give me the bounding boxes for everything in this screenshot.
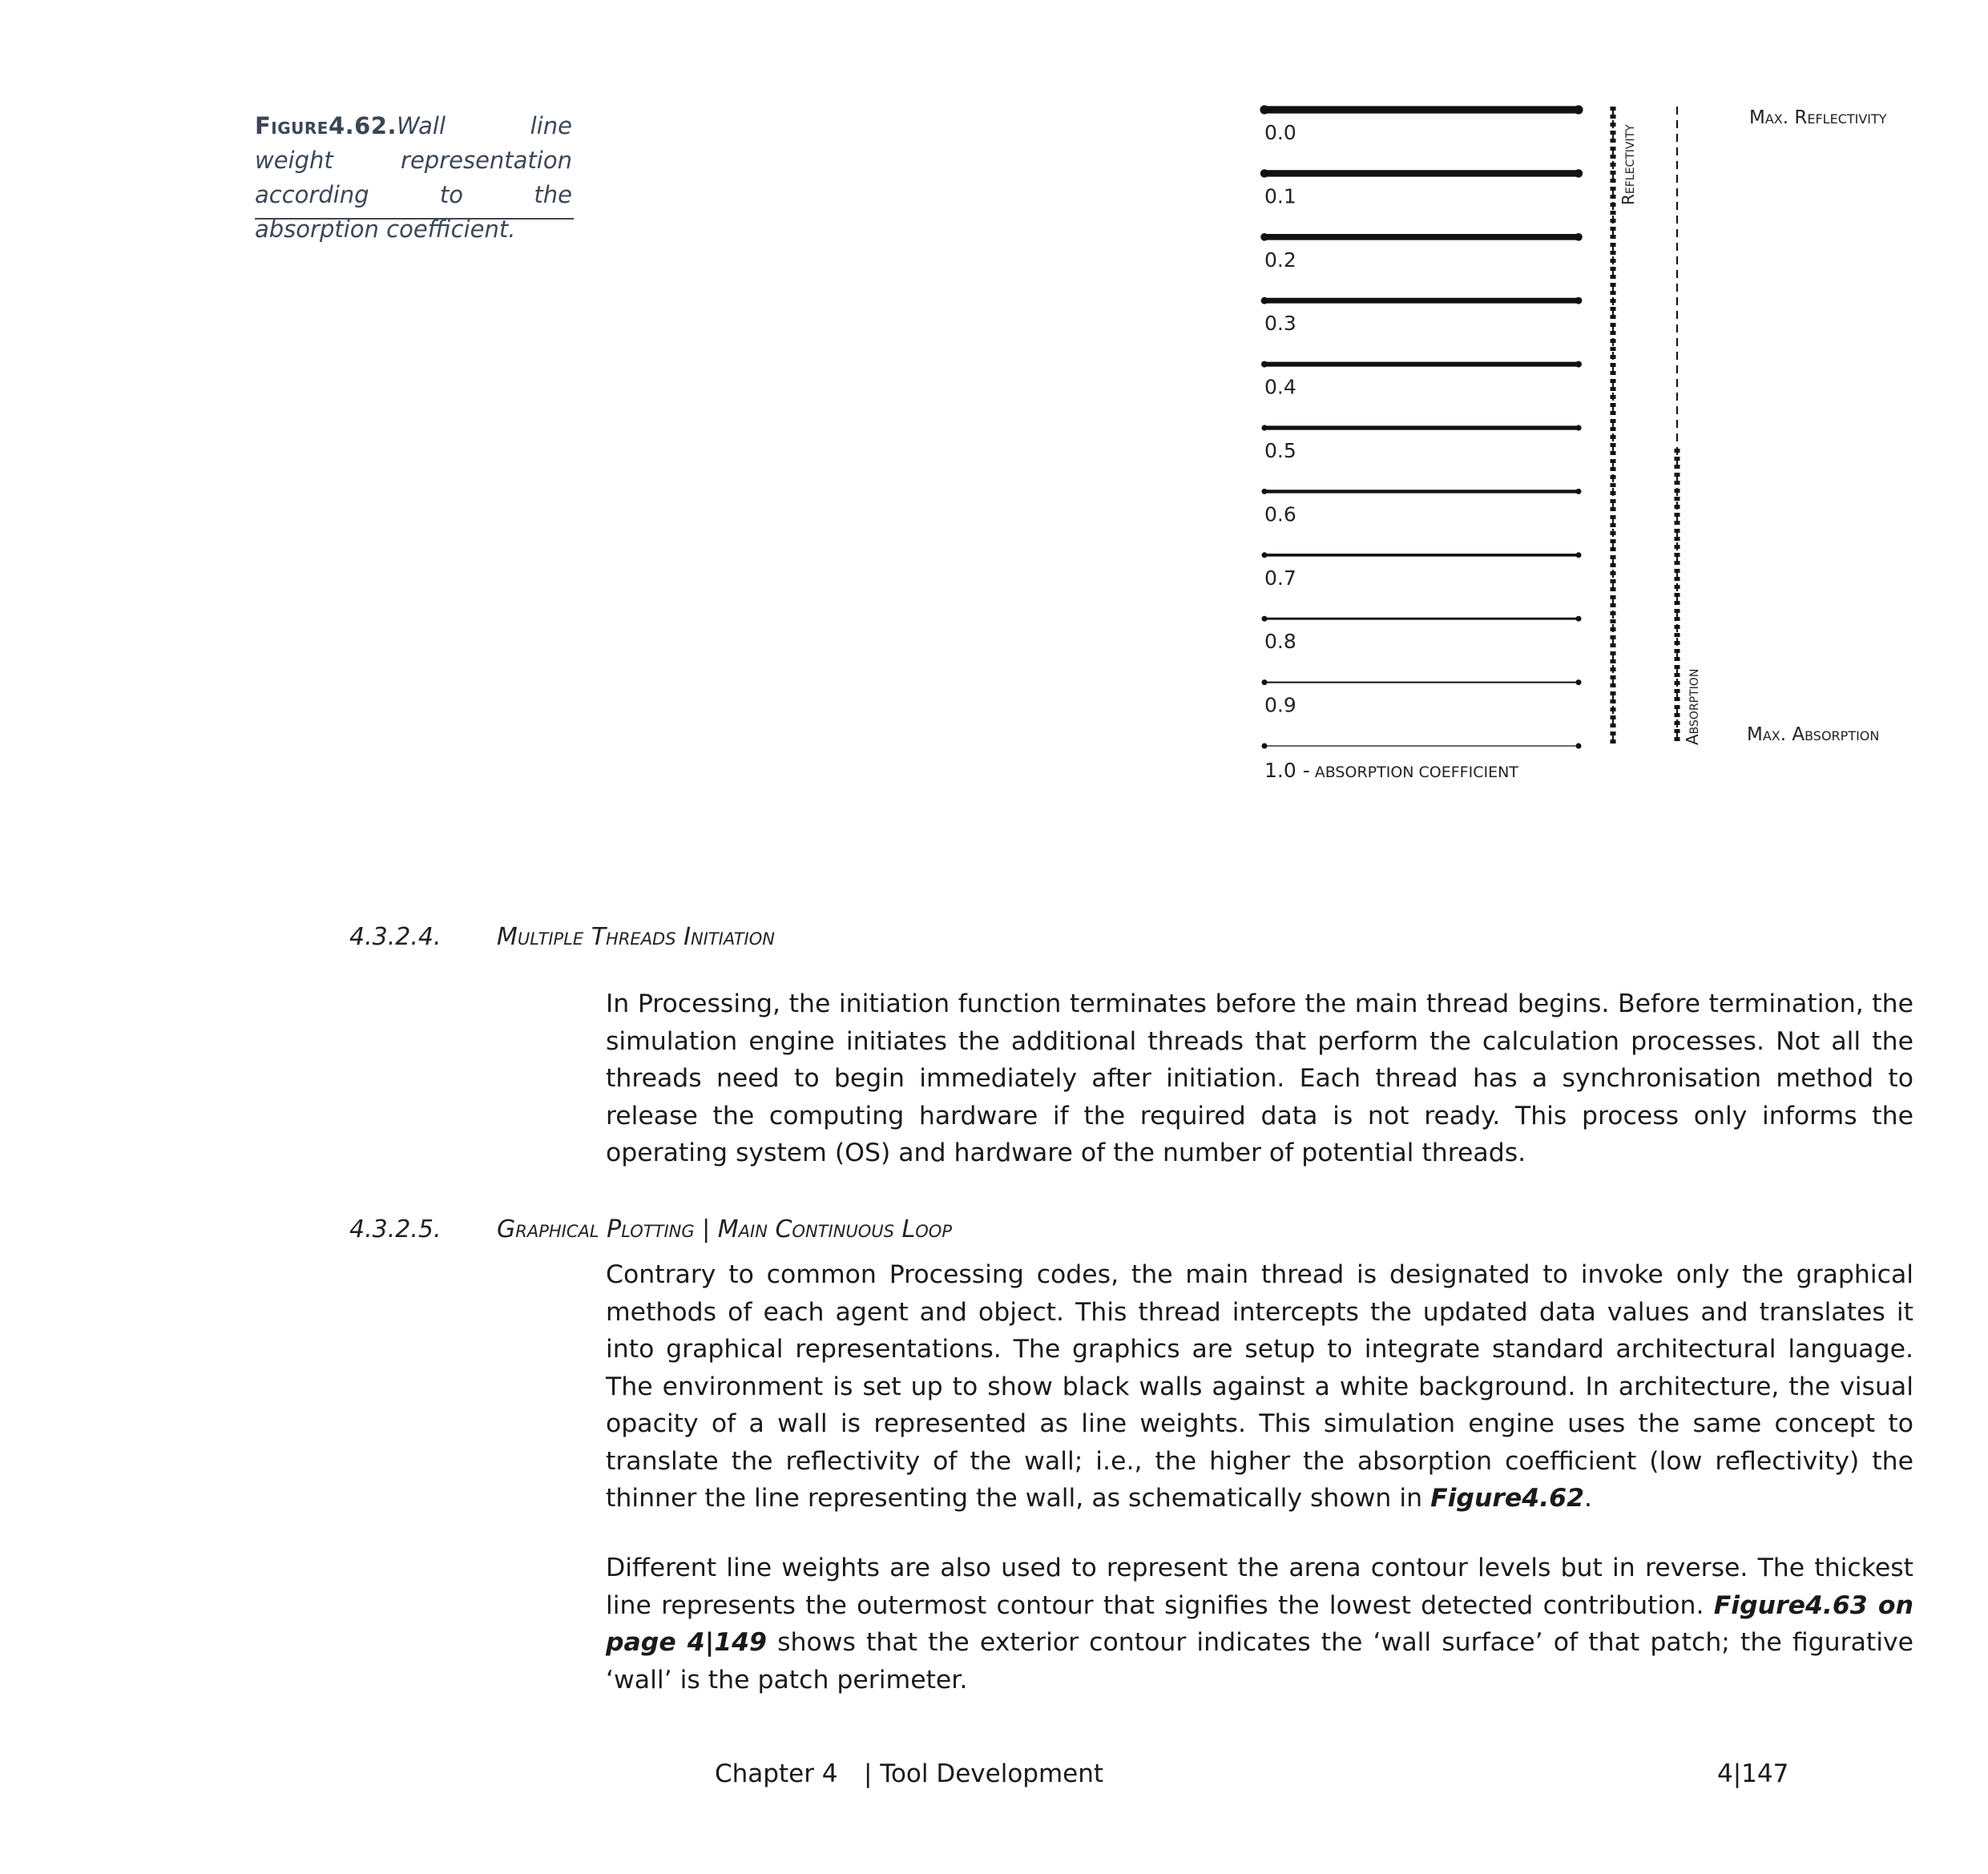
coefficient-label: 0.8 [1264, 630, 1296, 654]
wall-line-endpoint [1575, 297, 1583, 304]
coefficient-labels [1264, 121, 1296, 717]
wall-line-endpoint [1575, 425, 1581, 430]
wall-lines [1260, 105, 1583, 748]
wall-line-endpoint [1262, 552, 1268, 558]
section-number: 4.3.2.5. [349, 1215, 442, 1243]
wall-line-endpoint [1262, 616, 1268, 622]
section-title: Graphical Plotting | Main Continuous Loop [497, 1215, 952, 1243]
wall-line-endpoint [1576, 552, 1582, 558]
wall-line-endpoint [1575, 169, 1583, 177]
line-weight-figure [0, 0, 1988, 801]
coefficient-label: 0.6 [1264, 502, 1296, 526]
coefficient-label: 0.2 [1264, 248, 1296, 272]
coefficient-label: 0.3 [1264, 312, 1296, 336]
coefficient-label: 0.9 [1264, 693, 1296, 717]
footer-title: | Tool Development [864, 1759, 1104, 1788]
wall-line-endpoint [1262, 744, 1268, 749]
max-absorption-label: Max. Absorption [1747, 724, 1880, 745]
figure-reference-link[interactable]: Figure4.62 [1430, 1484, 1585, 1513]
section-title: Multiple Threads Initiation [497, 923, 775, 951]
max-reflectivity-label: Max. Reflectivity [1749, 107, 1887, 128]
figure-label: Figure4.62. [255, 112, 397, 139]
wall-line-endpoint [1575, 361, 1582, 368]
wall-line-endpoint [1261, 361, 1268, 368]
coefficient-label: 0.0 [1264, 121, 1296, 144]
coefficient-label: 0.5 [1264, 439, 1296, 462]
wall-line-endpoint [1576, 744, 1582, 749]
wall-line-endpoint [1260, 169, 1268, 177]
wall-line-endpoint [1576, 679, 1582, 685]
section-number: 4.3.2.4. [349, 923, 442, 951]
wall-line-endpoint [1261, 425, 1267, 430]
paragraph-end: shows that the exterior contour indicates the ‘wall surface’ of that patch; the figurative ‘wall’ is the patch perimeter. [606, 1628, 1914, 1695]
figure-caption-text: Wall line weight representation according to the absorption coefficient. [255, 112, 572, 243]
figure-reference-link[interactable]: Figure4.63 on page 4|149 [606, 1590, 1913, 1657]
wall-line-endpoint [1260, 233, 1268, 241]
coefficient-label: 0.1 [1264, 184, 1296, 208]
paragraph-text: Contrary to common Processing codes, the main thread is designated to invoke only the graphical methods of each agent and object. This thread intercepts the updated data values and translates it into graphical representations. The graphics are setup to integrate standard architectural language. The environment is set up to show black walls against a white background. In architecture, the visual opacity of a wall is represented as line weights. This simulation engine uses the same concept to translate the reflectivity of the wall; i.e., the higher the absorption coefficient (low reflectivity) the thinner the line representing the wall, as schematically shown in [606, 1260, 1913, 1513]
wall-line-endpoint [1262, 489, 1268, 494]
wall-line-endpoint [1262, 679, 1268, 685]
section-heading-4-3-2-5 [349, 1215, 1151, 1247]
wall-line-endpoint [1575, 233, 1583, 241]
footer-page-number: 4|147 [1717, 1759, 1789, 1788]
wall-line-endpoint [1576, 616, 1582, 622]
last-coefficient-label: 1.0 - absorption coefficient [1264, 759, 1518, 782]
paragraph-threads-initiation: In Processing, the initiation function terminates before the main thread begins. Before termination, the simulation engine initiates the additional threads that perform the calculation processes. Not all the threads need to begin immediately after initiation. Each thread has a synchronisation method to release the computing hardware if the required data is not ready. This process only informs the operating system (OS) and hardware of the number of potential threads. [606, 989, 1913, 1167]
section-heading-4-3-2-4 [349, 923, 990, 955]
coefficient-label: 0.4 [1264, 375, 1296, 399]
paragraph-end: . [1584, 1484, 1593, 1513]
wall-line-endpoint [1574, 105, 1583, 114]
footer-chapter: Chapter 4 [715, 1759, 838, 1788]
wall-line-endpoint [1576, 489, 1582, 494]
paragraph-text: Different line weights are also used to represent the arena contour levels but in reverse. The thickest line represents the outermost contour that signifies the lowest detected contribution. [606, 1554, 1913, 1620]
paragraph-contour-levels [606, 1550, 1913, 1699]
absorption-label: Absorption [1683, 668, 1702, 745]
coefficient-label: 0.7 [1264, 566, 1296, 590]
wall-line-endpoint [1260, 105, 1268, 114]
wall-line-endpoint [1261, 297, 1268, 304]
paragraph-graphical-plotting [606, 1256, 1913, 1517]
reflectivity-label: Reflectivity [1619, 124, 1638, 205]
